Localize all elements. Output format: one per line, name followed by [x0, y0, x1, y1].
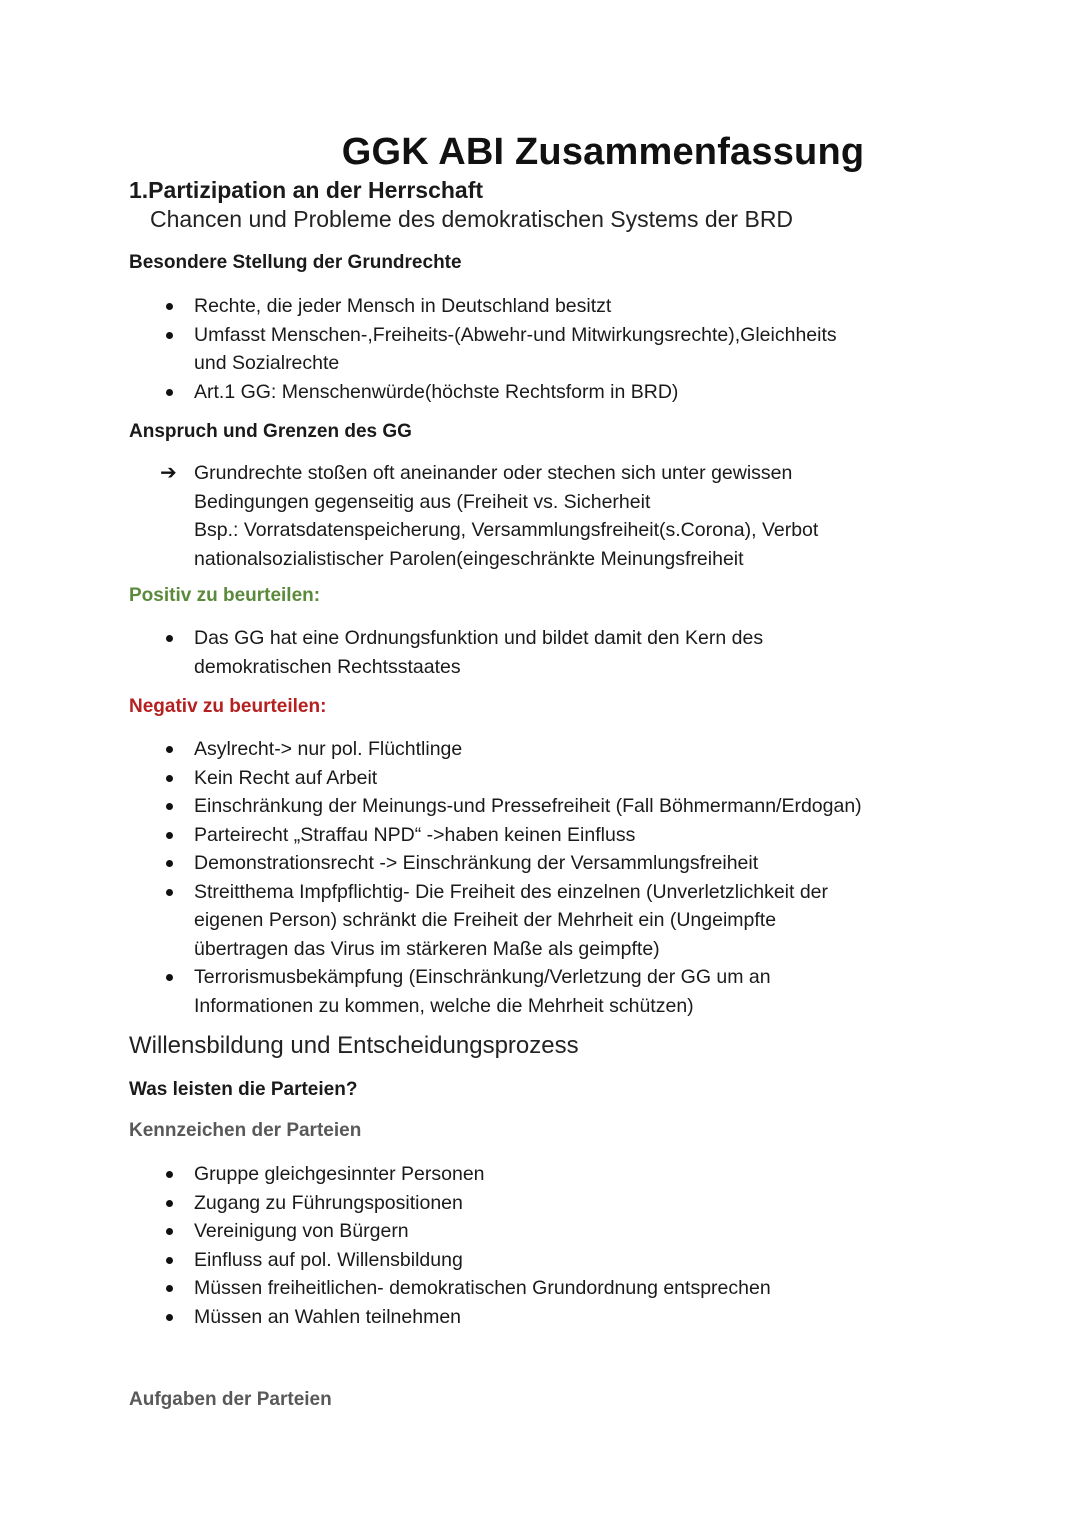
list-item [160, 849, 960, 878]
negativ-list [160, 735, 960, 1020]
heading-negativ: Negativ zu beurteilen: [129, 696, 327, 717]
list-item-text: Gruppe gleichgesinnter Personen [194, 1163, 485, 1185]
list-item-text: Parteirecht „Straffau NPD“ ->haben keinen Einfluss [194, 823, 636, 846]
list-item-text: Informationen zu kommen, welche die Mehrheit schützen) [194, 994, 694, 1017]
bullet-icon [166, 775, 173, 782]
bullet-icon [166, 303, 173, 310]
list-item-text: demokratischen Rechtsstaates [194, 655, 461, 678]
list-item-text: übertragen das Virus im stärkeren Maße als geimpfte) [194, 937, 660, 960]
anspruch-line: Bsp.: Vorratsdatenspeicherung, Versammlungsfreiheit(s.Corona), Verbot [194, 519, 819, 541]
list-item-text: Streitthema Impfpflichtig- Die Freiheit des einzelnen (Unverletzlichkeit der [194, 880, 829, 903]
list-item [160, 764, 960, 793]
list-item-text: Demonstrationsrecht -> Einschränkung der Versammlungsfreiheit [194, 852, 759, 874]
bullet-icon [166, 860, 173, 867]
bullet-icon [166, 1171, 173, 1178]
list-item [160, 321, 960, 378]
heading-kennzeichen: Kennzeichen der Parteien [129, 1120, 362, 1141]
anspruch-item [160, 459, 960, 573]
list-item-text: Vereinigung von Bürgern [194, 1220, 409, 1242]
heading-willensbildung: Willensbildung und Entscheidungsprozess [129, 1032, 579, 1059]
list-item [160, 1217, 960, 1246]
list-item [160, 963, 960, 1020]
list-item-text: eigenen Person) schränkt die Freiheit der Mehrheit ein (Ungeimpfte [194, 909, 777, 931]
heading-anspruch: Anspruch und Grenzen des GG [129, 421, 412, 442]
document-title: GGK ABI Zusammenfassung [341, 131, 865, 173]
bullet-icon [166, 974, 173, 981]
list-item [160, 1303, 960, 1332]
bullet-icon [166, 1285, 173, 1292]
list-item-text: Rechte, die jeder Mensch in Deutschland besitzt [194, 295, 612, 317]
list-item-text: Umfasst Menschen-,Freiheits-(Abwehr-und Mitwirkungsrechte),Gleichheits [194, 323, 837, 346]
bullet-icon [166, 803, 173, 810]
section-heading-partizipation: 1.Partizipation an der Herrschaft [129, 177, 484, 203]
list-item-text: und Sozialrechte [194, 352, 340, 374]
list-item [160, 735, 960, 764]
list-item [160, 292, 960, 321]
list-item [160, 1274, 960, 1303]
list-item-text: Einschränkung der Meinungs-und Pressefreiheit (Fall Böhmermann/Erdogan) [194, 795, 862, 817]
list-item-text: Terrorismusbekämpfung (Einschränkung/Verletzung der GG um an [194, 966, 771, 988]
list-item [160, 821, 960, 850]
bullet-icon [166, 389, 173, 396]
heading-parteien: Was leisten die Parteien? [129, 1079, 358, 1100]
bullet-icon [166, 746, 173, 753]
positiv-list [160, 624, 960, 681]
anspruch-line: nationalsozialistischer Parolen(eingeschränkte Meinungsfreiheit [194, 547, 744, 570]
list-item-text: Asylrecht-> nur pol. Flüchtlinge [194, 738, 463, 760]
list-item-text: Müssen freiheitlichen- demokratischen Grundordnung entsprechen [194, 1277, 771, 1299]
list-item [160, 792, 960, 821]
heading-aufgaben: Aufgaben der Parteien [129, 1389, 332, 1410]
anspruch-line: Grundrechte stoßen oft aneinander oder stechen sich unter gewissen [194, 462, 793, 484]
list-item [160, 624, 960, 681]
grundrechte-list [160, 292, 960, 406]
list-item-text: Art.1 GG: Menschenwürde(höchste Rechtsform in BRD) [194, 380, 679, 403]
list-item-text: Einfluss auf pol. Willensbildung [194, 1248, 463, 1271]
list-item [160, 1160, 960, 1189]
arrow-right-icon: ➔ [160, 462, 177, 484]
bullet-icon [166, 1228, 173, 1235]
bullet-icon [166, 832, 173, 839]
section-subtitle: Chancen und Probleme des demokratischen Systems der BRD [150, 206, 794, 232]
heading-grundrechte: Besondere Stellung der Grundrechte [129, 252, 462, 273]
bullet-icon [166, 889, 173, 896]
bullet-icon [166, 332, 173, 339]
bullet-icon [166, 1257, 173, 1264]
list-item-text: Zugang zu Führungspositionen [194, 1191, 463, 1214]
list-item-text: Müssen an Wahlen teilnehmen [194, 1305, 462, 1328]
heading-positiv: Positiv zu beurteilen: [129, 585, 321, 606]
bullet-icon [166, 1314, 173, 1321]
list-item [160, 1189, 960, 1218]
bullet-icon [166, 1200, 173, 1207]
list-item-text: Das GG hat eine Ordnungsfunktion und bildet damit den Kern des [194, 627, 764, 649]
kennzeichen-list [160, 1160, 960, 1331]
bullet-icon [166, 635, 173, 642]
list-item [160, 378, 960, 407]
anspruch-list [160, 459, 960, 573]
list-item [160, 878, 960, 964]
list-item-text: Kein Recht auf Arbeit [194, 766, 378, 789]
list-item [160, 1246, 960, 1275]
anspruch-line: Bedingungen gegenseitig aus (Freiheit vs. Sicherheit [194, 490, 651, 513]
